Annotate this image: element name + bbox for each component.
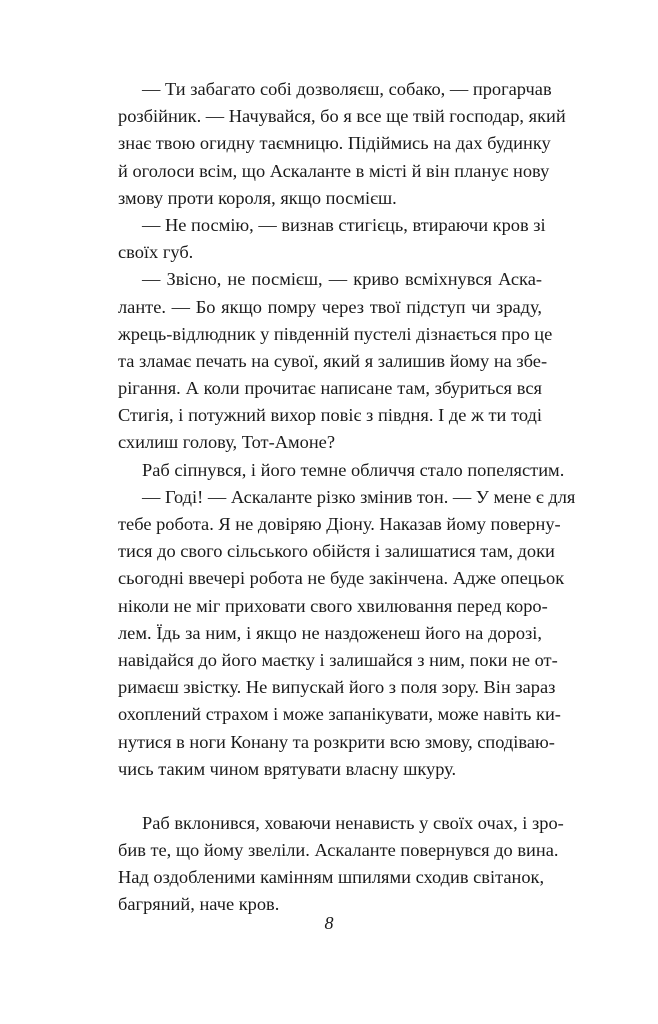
text-line: й оголоси всім, що Аскаланте в місті й він планує нову [118, 160, 550, 181]
text-line: жрець-відлюдник у південній пустелі дізнається про це [118, 323, 553, 344]
text-line: навідайся до його маєтку і залишайся з ним, поки не от- [118, 649, 558, 670]
text-line: ланте. — Бо якщо помру через твої підступ чи зраду, [118, 296, 542, 317]
paragraph-6 [118, 810, 564, 919]
text-line: схилиш голову, Тот-Амоне? [118, 432, 335, 453]
text-line: Раб сіпнувся, і його темне обличчя стало попелястим. [142, 459, 565, 480]
text-line: та зламає печать на сувої, який я залишив йому на збе- [118, 350, 548, 371]
text-line: чись таким чином врятувати власну шкуру. [118, 758, 457, 779]
text-line: рігання. А коли прочитає написане там, збуриться вся [118, 378, 542, 399]
text-line: охоплений страхом і може запанікувати, може навіть ки- [118, 704, 561, 725]
text-line: римаєш звістку. Не випускай його з поля зору. Він зараз [118, 677, 556, 698]
text-line: розбійник. — Начувайся, бо я все ще твій господар, який [118, 106, 566, 127]
text-line: знає твою огидну таємницю. Підіймись на дах будинку [118, 133, 551, 154]
paragraph-2 [118, 212, 546, 266]
text-line: тися до свого сільського обійстя і залишатися там, доки [118, 541, 555, 562]
text-line: змову проти короля, якщо посмієш. [118, 187, 397, 208]
text-line: Над оздобленими камінням шпилями сходив світанок, [118, 867, 545, 888]
page-body [118, 76, 576, 919]
text-line: — Годі! — Аскаланте різко змінив тон. — У мене є для [142, 486, 576, 507]
text-line: Раб вклонився, ховаючи ненависть у своїх очах, і зро- [142, 812, 564, 833]
text-line: — Звісно, не посмієш, — криво всміхнувся Аска- [142, 269, 542, 290]
paragraph-4 [118, 457, 565, 484]
text-line: — Не посмію, — визнав стигієць, втираючи кров зі [142, 214, 546, 235]
text-line: своїх губ. [118, 242, 194, 263]
paragraph-3 [118, 266, 553, 456]
text-line: лем. Їдь за ним, і якщо не наздоженеш його на дорозі, [118, 622, 542, 643]
text-line: сьогодні ввечері робота не буде закінчена. Адже опецьок [118, 568, 565, 589]
text-line: Стигія, і потужний вихор повіє з півдня. І де ж ти тоді [118, 405, 542, 426]
page-number: 8 [324, 913, 334, 933]
section-break [118, 783, 542, 810]
paragraph-5 [118, 484, 576, 783]
text-line: багряний, наче кров. [118, 894, 280, 915]
text-line: нутися в ноги Конану та розкрити всю змову, сподіваю- [118, 731, 555, 752]
text-line: бив те, що йому звеліли. Аскаланте повернувся до вина. [118, 840, 559, 861]
paragraph-1 [118, 76, 566, 212]
text-line: ніколи не міг приховати свого хвилювання перед коро- [118, 595, 548, 616]
text-line: — Ти забагато собі дозволяєш, собако, — прогарчав [142, 79, 552, 99]
text-line: тебе робота. Я не довіряю Діону. Наказав йому поверну- [118, 514, 561, 534]
